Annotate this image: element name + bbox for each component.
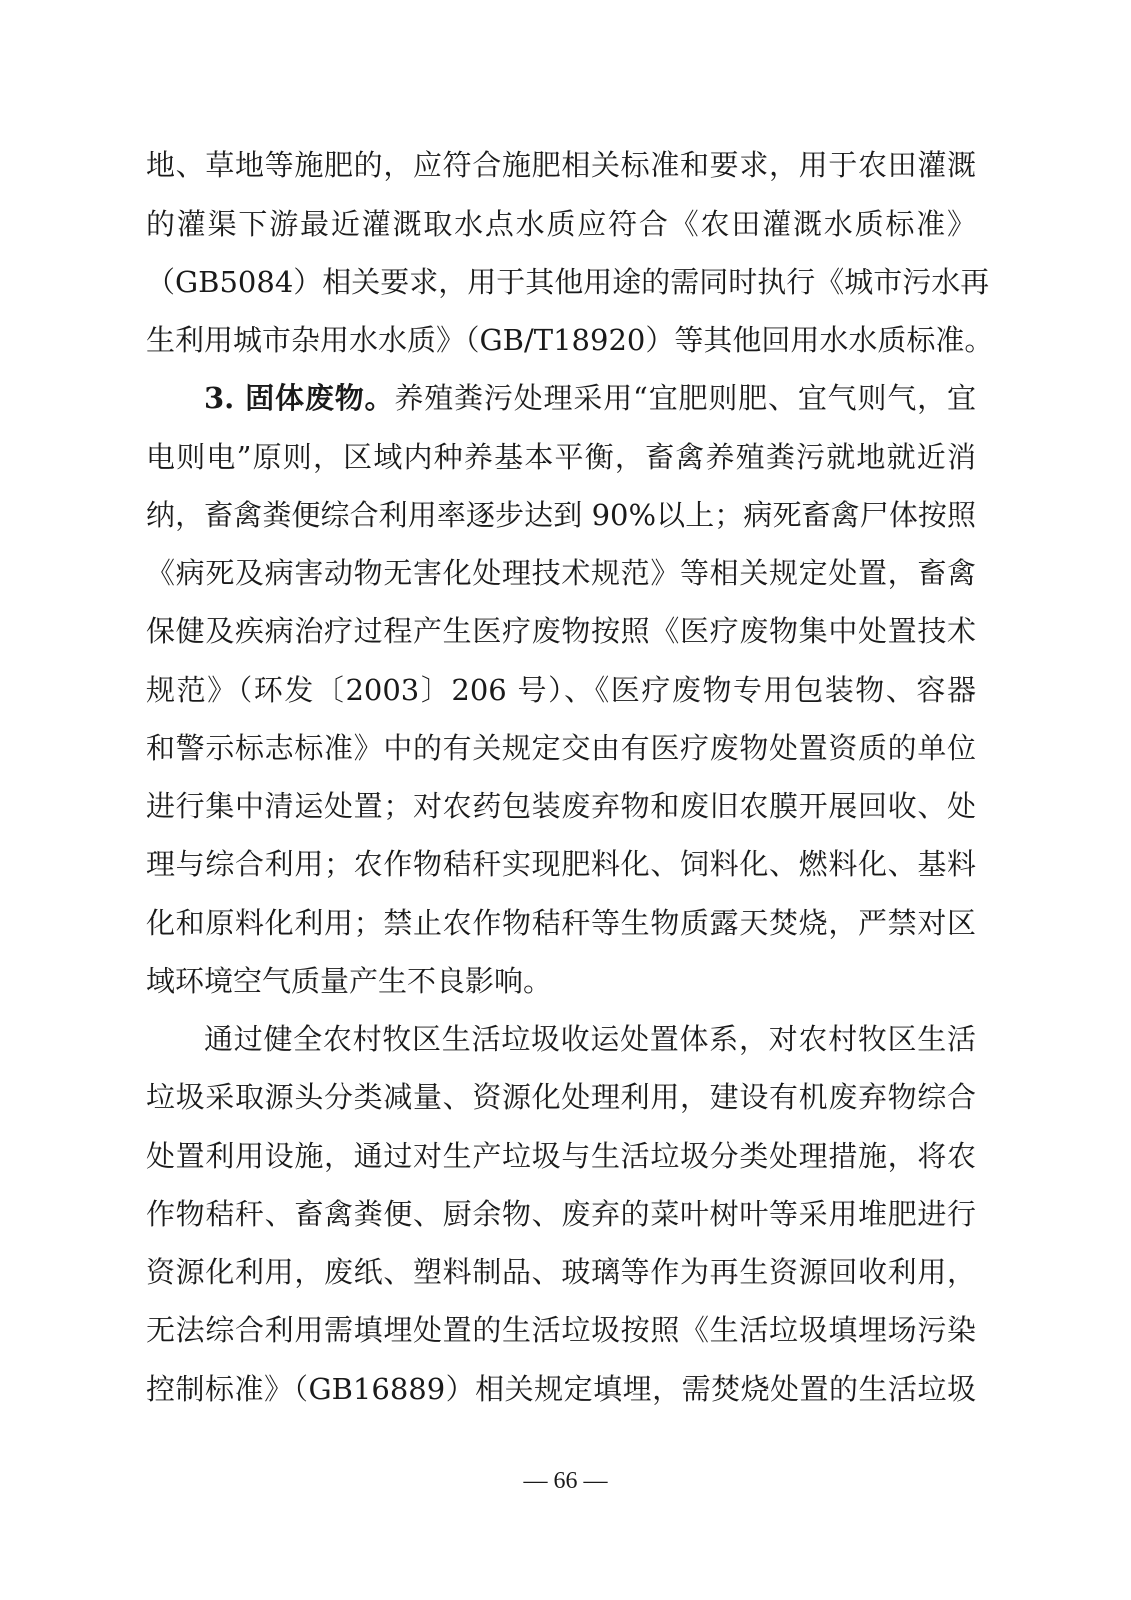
text-line-3: （GB5084）相关要求，用于其他用途的需同时执行《城市污水再 — [146, 265, 990, 299]
section-heading-line — [204, 378, 976, 418]
page-number: — 66 — — [523, 1468, 608, 1494]
text-line-22: 控制标准》（GB16889）相关规定填埋，需焚烧处置的生活垃圾 — [146, 1372, 976, 1406]
text-line-18: 处置利用设施，通过对生产垃圾与生活垃圾分类处理措施，将农 — [146, 1139, 976, 1173]
text-line-5: 养殖粪污处理采用“宜肥则肥、宜气则气，宜 — [394, 381, 977, 415]
section-heading: 3. 固体废物。 — [204, 381, 395, 415]
text-line-17: 垃圾采取源头分类减量、资源化处理利用，建设有机废弃物综合 — [146, 1080, 976, 1114]
text-line-6: 电则电”原则，区域内种养基本平衡，畜禽养殖粪污就地就近消 — [146, 440, 976, 474]
text-line-2: 的灌渠下游最近灌溉取水点水质应符合《农田灌溉水质标准》 — [146, 207, 976, 241]
text-line-20: 资源化利用，废纸、塑料制品、玻璃等作为再生资源回收利用， — [146, 1255, 976, 1289]
text-line-10: 规范》（环发〔2003〕206 号）、《医疗废物专用包装物、容器 — [146, 673, 976, 707]
text-line-4: 生利用城市杂用水水质》（GB/T18920）等其他回用水水质标准。 — [146, 323, 994, 357]
text-line-9: 保健及疾病治疗过程产生医疗废物按照《医疗废物集中处置技术 — [146, 614, 976, 648]
text-line-21: 无法综合利用需填埋处置的生活垃圾按照《生活垃圾填埋场污染 — [146, 1313, 976, 1347]
text-line-16: 通过健全农村牧区生活垃圾收运处置体系，对农村牧区生活 — [204, 1022, 976, 1056]
text-line-14: 化和原料化利用；禁止农作物秸秆等生物质露天焚烧，严禁对区 — [146, 906, 976, 940]
text-line-8: 《病死及病害动物无害化处理技术规范》等相关规定处置，畜禽 — [146, 556, 976, 590]
text-line-13: 理与综合利用；农作物秸秆实现肥料化、饲料化、燃料化、基料 — [146, 847, 976, 881]
text-line-7: 纳，畜禽粪便综合利用率逐步达到 90%以上；病死畜禽尸体按照 — [146, 498, 976, 532]
text-line-15: 域环境空气质量产生不良影响。 — [146, 964, 553, 998]
text-line-1: 地、草地等施肥的，应符合施肥相关标准和要求，用于农田灌溉 — [146, 148, 976, 182]
text-line-11: 和警示标志标准》中的有关规定交由有医疗废物处置资质的单位 — [146, 731, 976, 765]
text-line-19: 作物秸秆、畜禽粪便、厨余物、废弃的菜叶树叶等采用堆肥进行 — [146, 1197, 976, 1231]
text-line-12: 进行集中清运处置；对农药包装废弃物和废旧农膜开展回收、处 — [146, 789, 976, 823]
